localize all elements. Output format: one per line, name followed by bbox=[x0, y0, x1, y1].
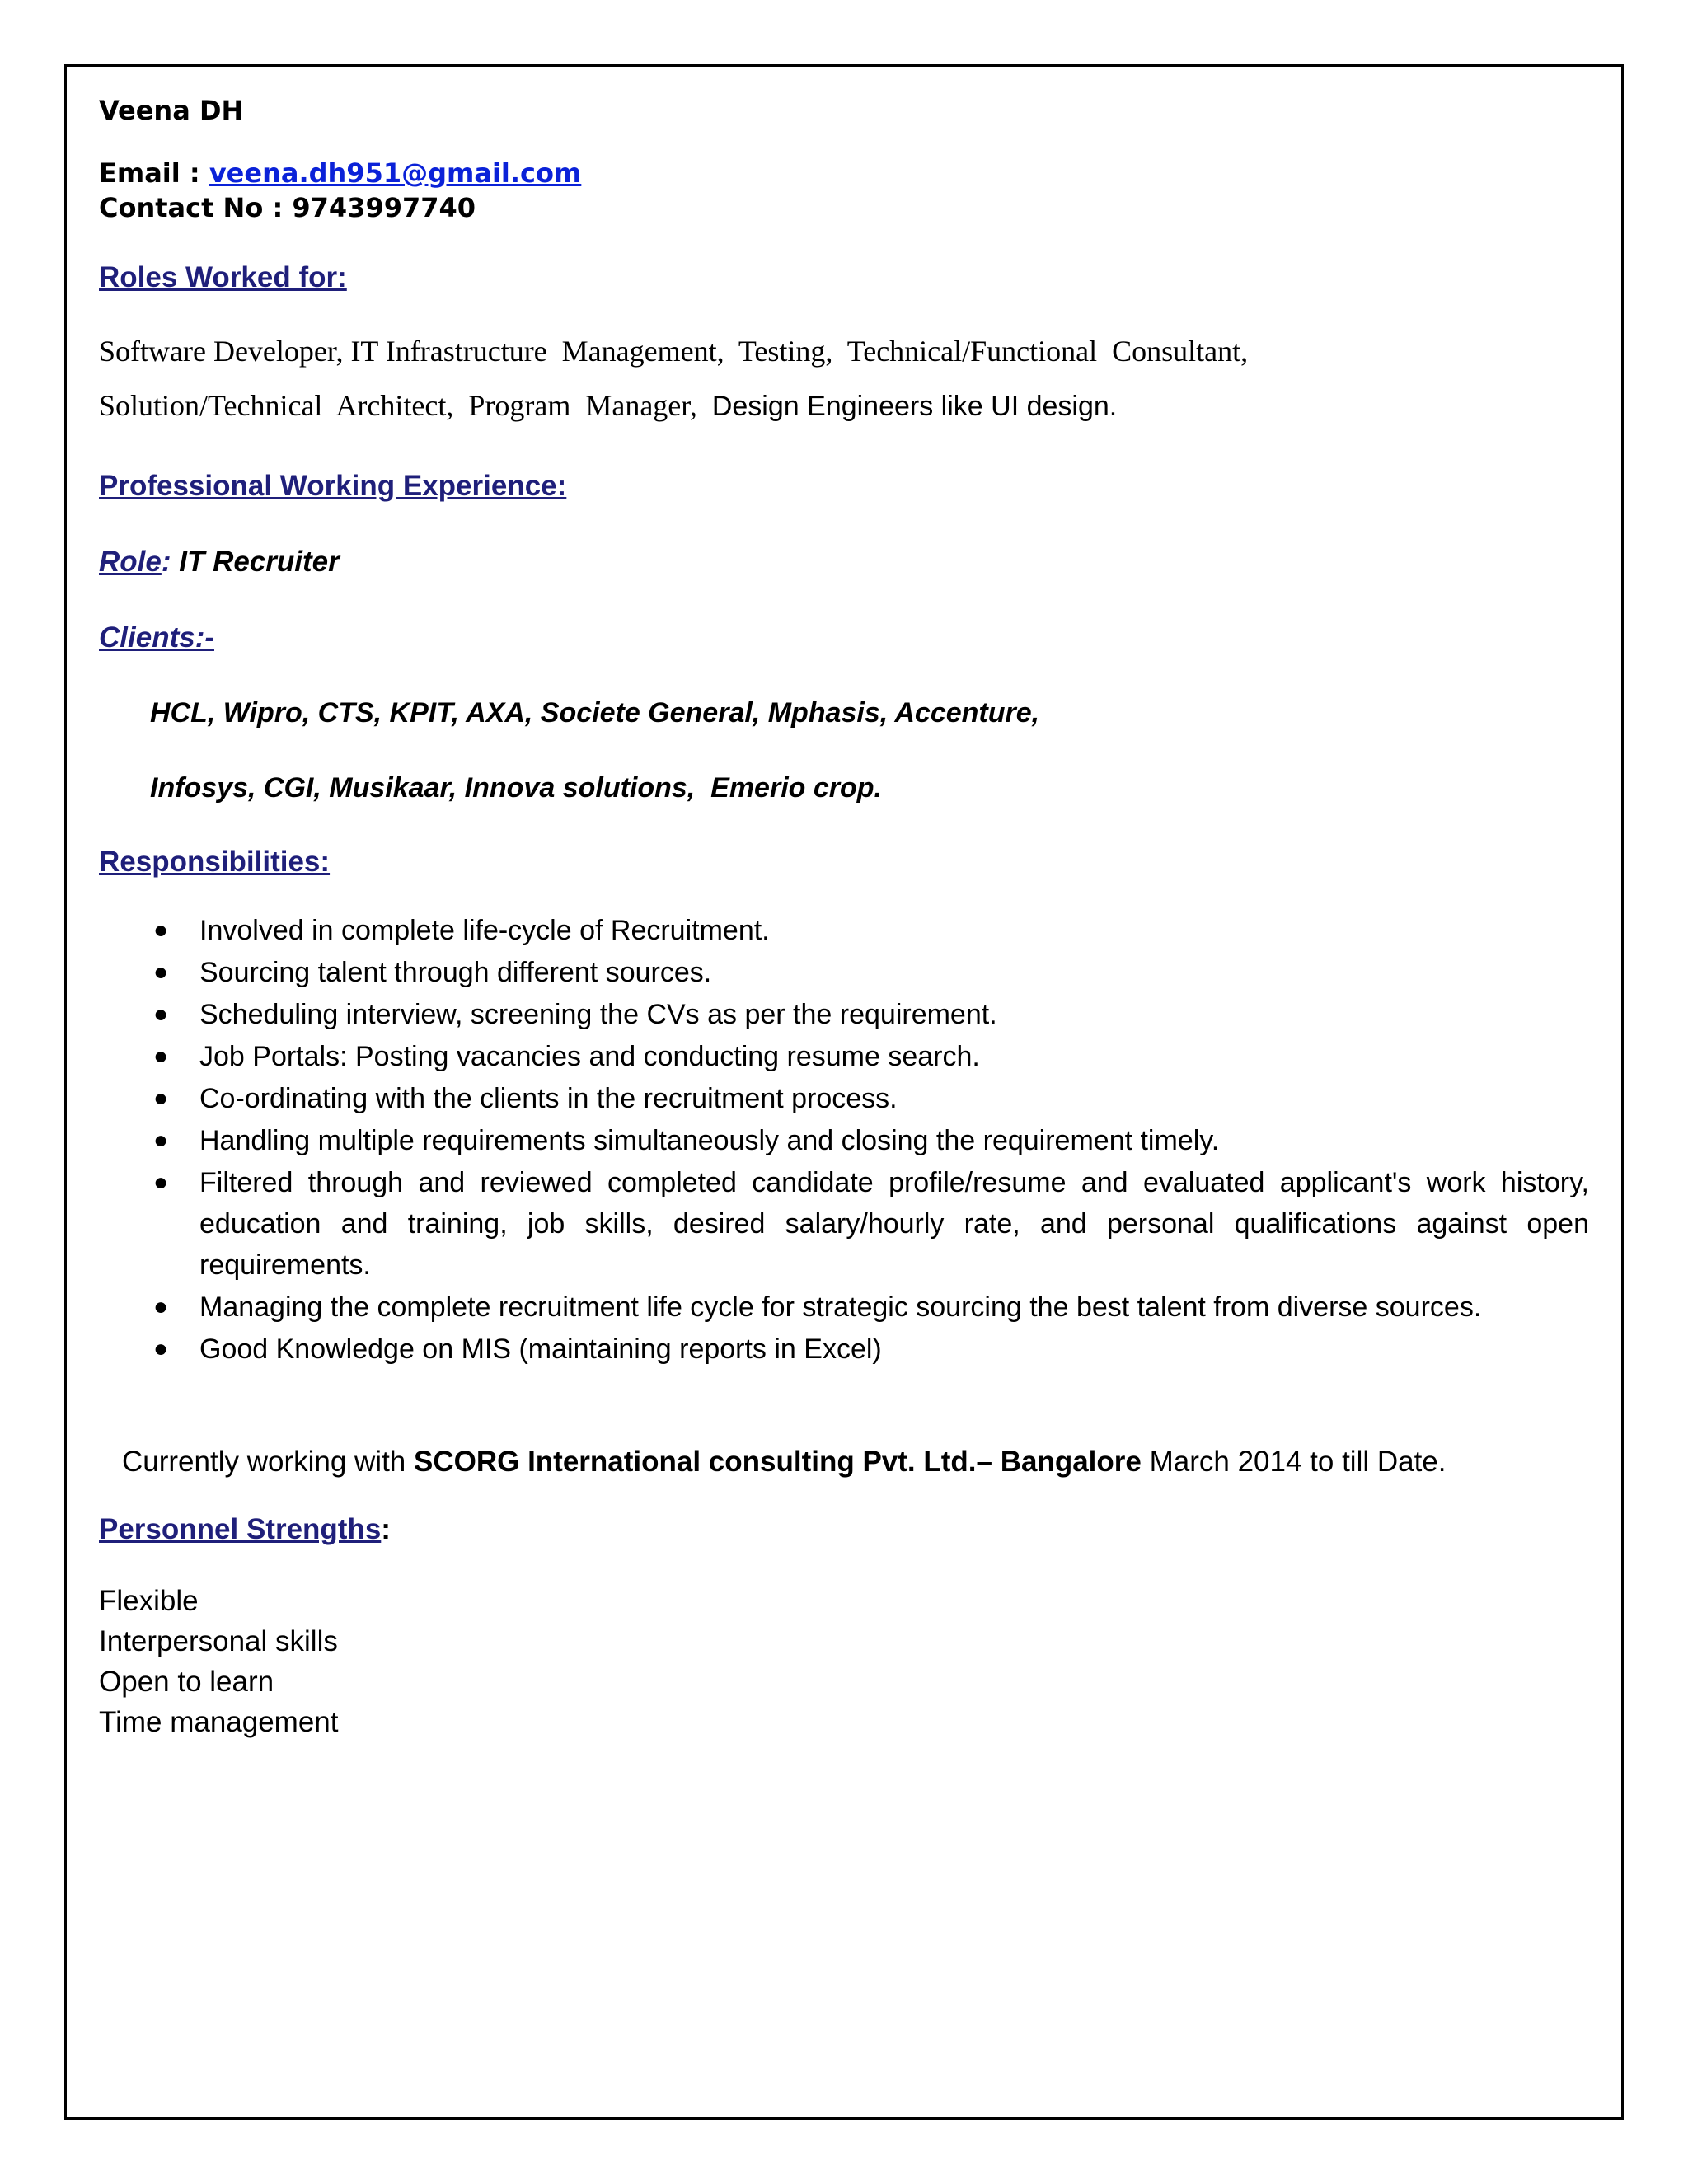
email-line bbox=[99, 156, 1589, 190]
bullet-icon: ● bbox=[153, 1085, 169, 1112]
list-item: Flexible bbox=[99, 1585, 199, 1617]
role-colon: : bbox=[161, 546, 171, 578]
list-item: ● Involved in complete life-cycle of Recruitment. bbox=[99, 910, 1589, 951]
candidate-name: Veena DH bbox=[99, 95, 244, 126]
responsibilities-list bbox=[99, 910, 1589, 1370]
clients-line-1: HCL, Wipro, CTS, KPIT, AXA, Societe General, Mphasis, Accenture, bbox=[150, 697, 1040, 729]
strengths-heading-row bbox=[99, 1513, 1589, 1546]
strengths-heading: Personnel Strengths bbox=[99, 1513, 382, 1545]
bullet-icon: ● bbox=[153, 1169, 169, 1196]
list-item: ● Job Portals: Posting vacancies and conducting resume search. bbox=[99, 1036, 1589, 1077]
roles-line-2-sans: Design Engineers like UI design. bbox=[711, 391, 1118, 422]
role-value: IT Recruiter bbox=[171, 546, 340, 578]
strengths-heading-colon: : bbox=[381, 1513, 391, 1545]
bullet-icon: ● bbox=[153, 916, 169, 944]
list-item: ● Scheduling interview, screening the CVs as per the requirement. bbox=[99, 994, 1589, 1035]
list-item: Open to learn bbox=[99, 1666, 274, 1698]
contact-label: Contact No : bbox=[99, 192, 293, 223]
role-label: Role bbox=[99, 546, 162, 578]
experience-heading: Professional Working Experience: bbox=[99, 470, 567, 502]
list-item: Interpersonal skills bbox=[99, 1625, 338, 1657]
list-item: ● Filtered through and reviewed completed candidate profile/resume and evaluated applicant's work history, education and training, job skills, desired salary/hourly rate, and personal qualifications against open requirements. bbox=[99, 1162, 1589, 1286]
contact-line bbox=[99, 190, 1589, 225]
email-link[interactable]: veena.dh951@gmail.com bbox=[209, 157, 582, 189]
roles-line-2-serif: Solution/Technical Architect, Program Manager, bbox=[99, 389, 712, 422]
contact-number: 9743997740 bbox=[292, 192, 476, 223]
roles-line-1: Software Developer, IT Infrastructure Management, Testing, Technical/Functional Consultant, bbox=[99, 335, 1249, 368]
current-suffix: March 2014 to till Date. bbox=[1141, 1446, 1447, 1478]
role-line bbox=[99, 546, 1589, 579]
bullet-icon: ● bbox=[153, 1335, 169, 1362]
list-item: ● Co-ordinating with the clients in the recruitment process. bbox=[99, 1078, 1589, 1119]
current-company: SCORG International consulting Pvt. Ltd.– Bangalore bbox=[414, 1446, 1142, 1478]
bullet-icon: ● bbox=[153, 1043, 169, 1070]
email-label: Email : bbox=[99, 157, 209, 189]
bullet-icon: ● bbox=[153, 1001, 169, 1028]
list-item: ● Sourcing talent through different sources. bbox=[99, 952, 1589, 993]
bullet-icon: ● bbox=[153, 958, 169, 986]
resume-content bbox=[99, 95, 1589, 1742]
current-employment bbox=[122, 1446, 1589, 1479]
strengths-list bbox=[99, 1581, 1589, 1742]
current-prefix: Currently working with bbox=[122, 1446, 414, 1478]
clients-line-2: Infosys, CGI, Musikaar, Innova solutions, Emerio crop. bbox=[150, 772, 882, 804]
roles-heading: Roles Worked for: bbox=[99, 261, 347, 293]
bullet-icon: ● bbox=[153, 1293, 169, 1320]
list-item: ● Good Knowledge on MIS (maintaining reports in Excel) bbox=[99, 1329, 1589, 1370]
bullet-icon: ● bbox=[153, 1127, 169, 1154]
responsibilities-heading: Responsibilities: bbox=[99, 846, 331, 878]
roles-line-2 bbox=[99, 378, 1589, 434]
list-item: ● Handling multiple requirements simultaneously and closing the requirement timely. bbox=[99, 1120, 1589, 1161]
clients-heading: Clients:- bbox=[99, 621, 214, 654]
list-item: ● Managing the complete recruitment life cycle for strategic sourcing the best talent from diverse sources. bbox=[99, 1286, 1589, 1328]
list-item: Time management bbox=[99, 1706, 339, 1738]
